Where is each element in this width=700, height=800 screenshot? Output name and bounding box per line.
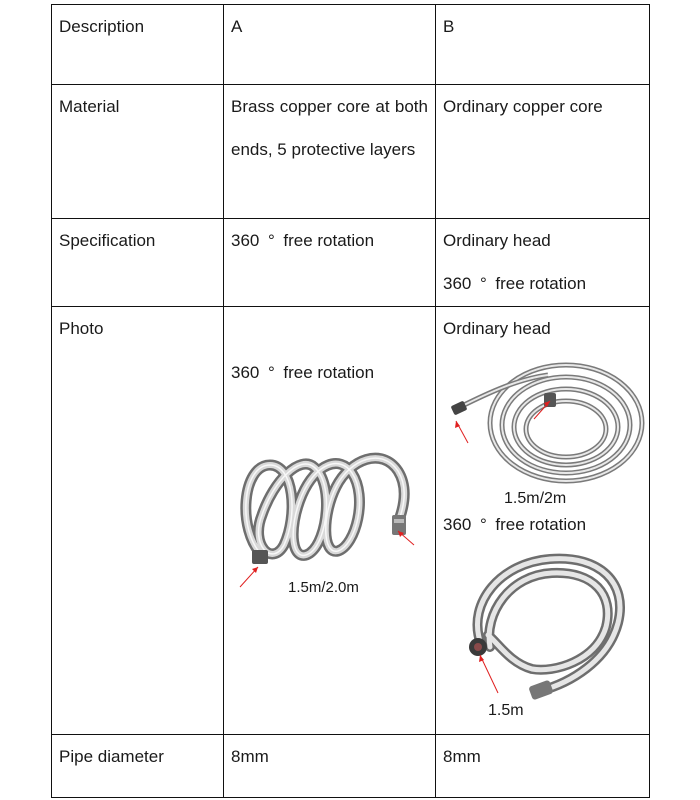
material-a-text: Brass copper core at both ends, 5 protective layers [231, 97, 428, 159]
ordinary-hose-image [438, 349, 648, 489]
coiled-hose-image [232, 435, 432, 595]
header-b-label: B [443, 17, 455, 36]
specification-a-cell [224, 219, 436, 307]
photo-b-cell [436, 307, 650, 735]
photo-label-cell [52, 307, 224, 735]
specification-a-rotation [231, 230, 428, 251]
header-a-label: A [231, 17, 243, 36]
specification-a-degrees: 360 [231, 231, 260, 250]
header-description-cell [52, 5, 224, 85]
degree-symbol: ° [267, 363, 275, 382]
specification-b-head: Ordinary head [443, 231, 551, 250]
photo-b-length-caption-2: 1.5m [488, 702, 524, 719]
degree-symbol: ° [267, 231, 275, 250]
material-label: Material [59, 97, 120, 116]
photo-b-rotation-text: free rotation [495, 515, 587, 534]
arrow-rotating [480, 655, 498, 693]
photo-b-length-caption-1: 1.5m/2m [504, 490, 567, 507]
degree-symbol: ° [479, 515, 487, 534]
specification-a-rotation-text: free rotation [283, 231, 375, 250]
header-b-cell [436, 5, 650, 85]
hose-end-fitting [528, 680, 553, 701]
header-a-cell [224, 5, 436, 85]
rotating-hose-image [450, 543, 640, 713]
table-row-material [52, 85, 650, 219]
photo-a-rotation-text: free rotation [283, 363, 375, 382]
pipe-diameter-b-cell [436, 735, 650, 798]
pipe-diameter-label: Pipe diameter [59, 747, 164, 766]
header-description-label: Description [59, 17, 145, 36]
photo-b-head: Ordinary head [443, 319, 551, 338]
photo-label: Photo [59, 319, 104, 338]
pipe-diameter-b-value: 8mm [443, 747, 481, 766]
specification-b-cell [436, 219, 650, 307]
hose-fitting-left [252, 550, 268, 564]
material-a-cell [224, 85, 436, 219]
photo-a-cell [224, 307, 436, 735]
photo-a-rotation [231, 362, 428, 383]
pipe-diameter-label-cell [52, 735, 224, 798]
photo-b-degrees: 360 [443, 515, 472, 534]
table-row-pipe-diameter [52, 735, 650, 798]
specification-label-cell [52, 219, 224, 307]
material-b-cell [436, 85, 650, 219]
pipe-diameter-a-value: 8mm [231, 747, 269, 766]
specification-b-degrees: 360 [443, 274, 472, 294]
photo-a-degrees: 360 [231, 363, 260, 382]
photo-a-length-caption: 1.5m/2.0m [288, 579, 359, 596]
comparison-table [51, 4, 650, 798]
material-b-text: Ordinary copper core [443, 97, 603, 116]
pipe-diameter-a-cell [224, 735, 436, 798]
material-label-cell [52, 85, 224, 219]
table-row-photo [52, 307, 650, 735]
specification-b-rotation-text: free rotation [495, 274, 587, 294]
photo-b-rotation [443, 514, 586, 535]
table-row-header [52, 5, 650, 85]
table-row-specification [52, 219, 650, 307]
degree-symbol: ° [479, 274, 487, 294]
specification-b-rotation [443, 273, 642, 294]
specification-label: Specification [59, 231, 156, 250]
